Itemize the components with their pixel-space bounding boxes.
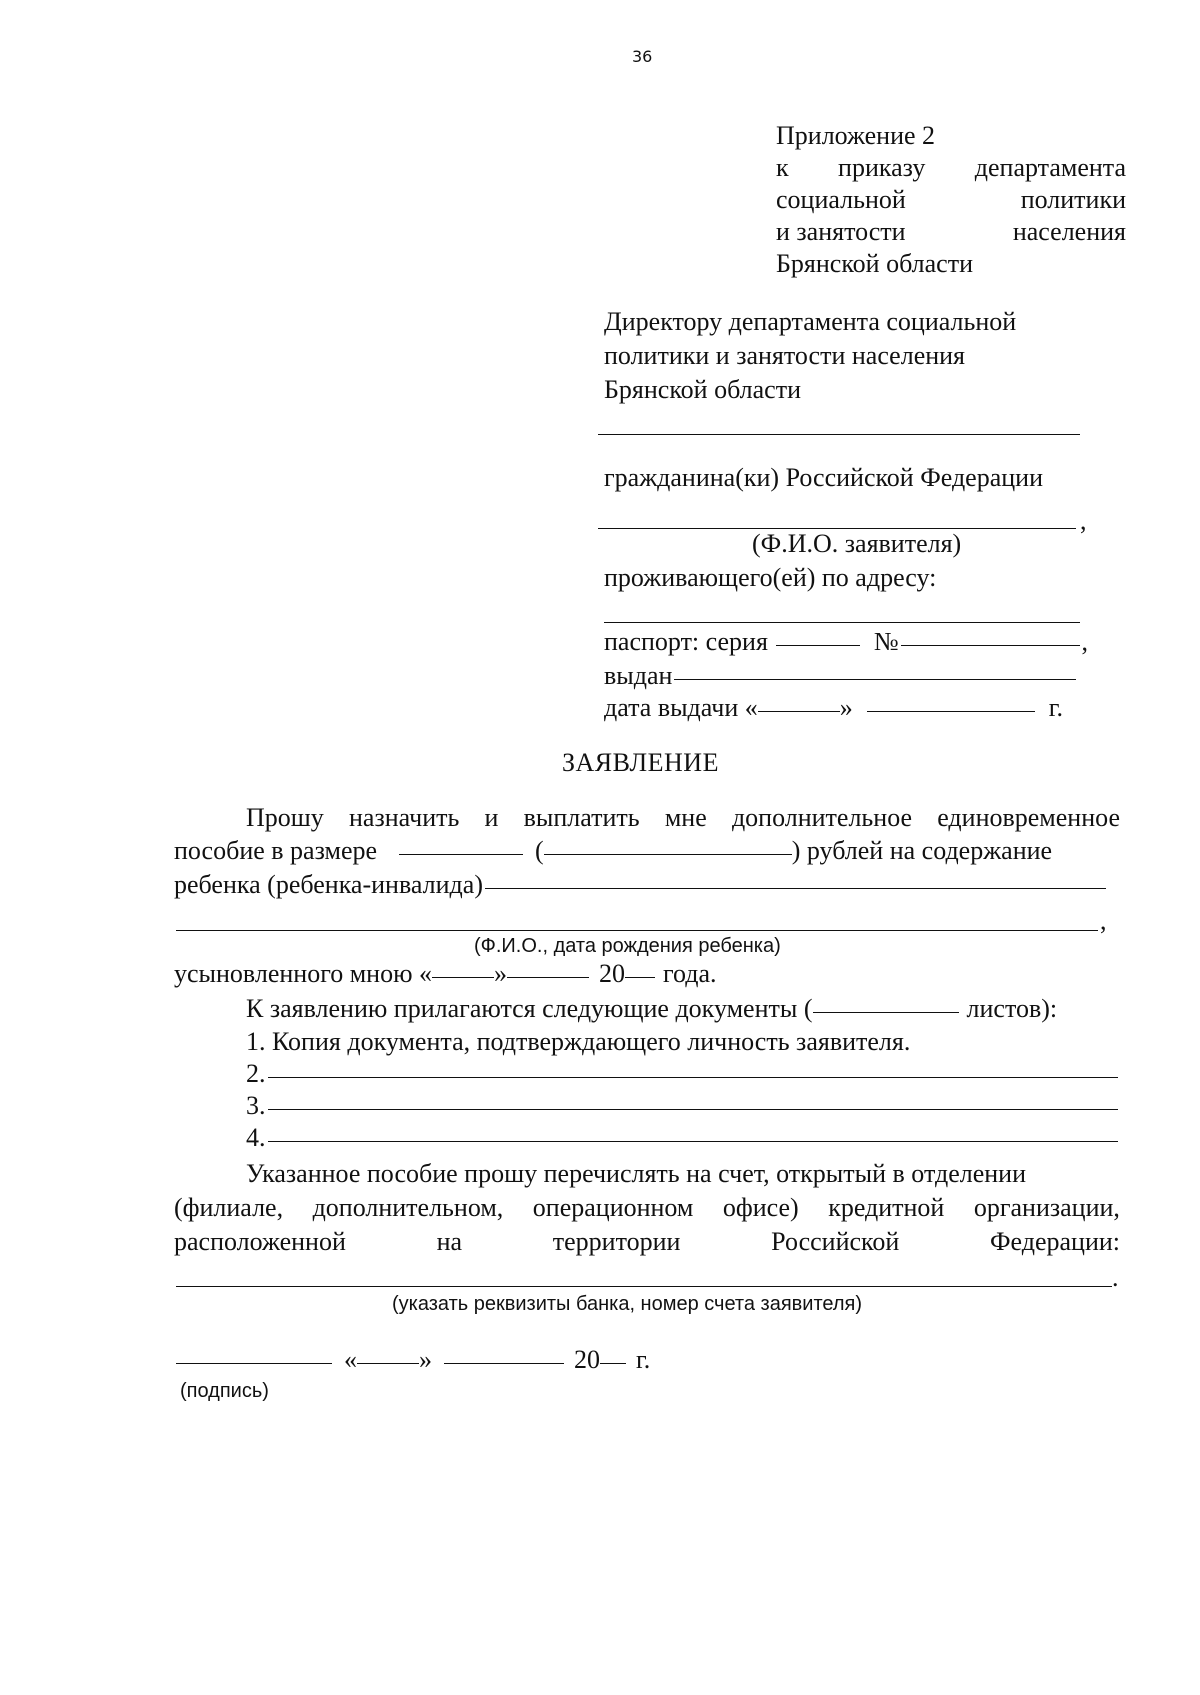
appendix-word: населения: [1012, 217, 1126, 246]
allowance-amount-words-line: [544, 854, 792, 855]
body-word: Прошу: [246, 803, 324, 832]
body-word: (филиале,: [174, 1193, 284, 1222]
body-word: выплатить: [523, 803, 640, 832]
residing-label: проживающего(ей) по адресу:: [604, 563, 937, 592]
body-word: назначить: [348, 803, 460, 832]
child-name-line-2: [176, 930, 1098, 931]
allowance-amount-line: [399, 854, 523, 855]
signature-line: [176, 1363, 332, 1364]
adoption-row: [174, 958, 717, 990]
appendix-word: департамента: [974, 153, 1126, 182]
addressee-line-2: политики и занятости населения: [604, 341, 966, 370]
attachment-item-number: 3.: [246, 1091, 266, 1120]
signature-caption: (подпись): [180, 1380, 269, 1402]
open-paren: (: [535, 836, 544, 865]
passport-label: паспорт: серия: [604, 627, 768, 656]
attachments-label: К заявлению прилагаются следующие документы (: [246, 994, 813, 1023]
body-p2-line-3: [174, 1226, 1120, 1258]
allowance-purpose: ) рублей на содержание: [791, 836, 1053, 865]
body-word: дополнительное: [731, 803, 913, 832]
appendix-line-3: [776, 184, 1126, 216]
attachment-item-2: [246, 1058, 1120, 1090]
bank-details-period: .: [1112, 1263, 1119, 1292]
appendix-word: приказу: [838, 153, 926, 182]
body-p1-line-2: [174, 835, 1120, 867]
issue-date-label: дата выдачи «: [604, 693, 758, 722]
body-word: Российской: [771, 1227, 900, 1256]
child-caption: (Ф.И.О., дата рождения ребенка): [474, 935, 781, 957]
director-name-line: [598, 434, 1080, 435]
body-p2-line-2: [174, 1192, 1120, 1224]
issue-date-row: [604, 692, 1092, 724]
child-comma: ,: [1100, 906, 1107, 935]
body-word: и: [484, 803, 499, 832]
appendix-word: политики: [1020, 185, 1126, 214]
body-word: территории: [552, 1227, 681, 1256]
citizen-label: гражданина(ки) Российской Федерации: [604, 463, 1044, 492]
bank-details-caption: (указать реквизиты банка, номер счета заявителя): [392, 1293, 863, 1315]
appendix-line-4: [776, 216, 1126, 248]
signature-year-suffix: г.: [636, 1345, 651, 1374]
allowance-amount-label: пособие в размере: [174, 836, 378, 865]
body-word: Федерации:: [989, 1227, 1120, 1256]
applicant-name-caption: (Ф.И.О. заявителя): [752, 529, 962, 558]
adoption-century: 20: [599, 959, 626, 988]
body-word: кредитной: [828, 1193, 945, 1222]
appendix-line-5: Брянской области: [776, 249, 973, 278]
statement-title: ЗАЯВЛЕНИЕ: [562, 748, 719, 777]
addressee-line-1: Директору департамента социальной: [604, 307, 1017, 336]
attachment-item-2-line: [268, 1077, 1119, 1078]
adoption-year-line: [625, 977, 655, 978]
child-label: ребенка (ребенка-инвалида): [174, 870, 483, 899]
appendix-word: к: [776, 153, 789, 182]
appendix-word: социальной: [776, 185, 906, 214]
attachments-row: [246, 993, 1057, 1025]
signature-close-quote: »: [419, 1345, 432, 1374]
passport-row: [604, 626, 1088, 658]
signature-century: 20: [574, 1345, 600, 1374]
issue-year-suffix: г.: [1048, 693, 1064, 722]
attachment-item-number: 4.: [246, 1123, 266, 1152]
attachments-count-line: [813, 1012, 959, 1013]
attachment-item-number: 2.: [246, 1059, 266, 1088]
body-p1-line-1: [246, 802, 1120, 834]
issued-line: [674, 679, 1076, 680]
passport-series-line: [776, 645, 860, 646]
issue-date-close: »: [839, 693, 853, 722]
body-word: единовременное: [937, 803, 1120, 832]
attachment-item-3-line: [268, 1109, 1119, 1110]
body-word: офисе): [722, 1193, 799, 1222]
address-line: [604, 622, 1080, 623]
issued-label: выдан: [604, 661, 673, 690]
body-p2-line-1: Указанное пособие прошу перечислять на счет, открытый в отделении: [246, 1159, 1026, 1188]
body-word: на: [436, 1227, 463, 1256]
body-word: организации,: [973, 1193, 1120, 1222]
issued-row: [604, 660, 1078, 692]
addressee-line-3: Брянской области: [604, 375, 801, 404]
appendix-title: Приложение 2: [776, 121, 936, 150]
passport-number-label: №: [873, 627, 899, 656]
signature-open-quote: «: [344, 1345, 357, 1374]
attachment-item-4: [246, 1122, 1120, 1154]
adoption-day-line: [432, 977, 494, 978]
child-name-line-1: [485, 888, 1106, 889]
body-p1-line-3: [174, 869, 1108, 901]
adoption-month-line: [507, 977, 589, 978]
body-word: мне: [664, 803, 707, 832]
attachment-item-4-line: [268, 1141, 1119, 1142]
signature-row: [176, 1344, 650, 1376]
appendix-word: и занятости: [776, 217, 906, 246]
adoption-label: усыновленного мною «: [174, 959, 433, 988]
passport-comma: ,: [1081, 627, 1088, 656]
applicant-comma: ,: [1080, 506, 1087, 535]
issue-month-year-line: [867, 711, 1035, 712]
attachments-sheets-label: листов):: [966, 994, 1058, 1023]
body-word: операционном: [532, 1193, 694, 1222]
attachment-item-3: [246, 1090, 1120, 1122]
signature-month-line: [444, 1363, 564, 1364]
signature-year-line: [600, 1363, 626, 1364]
adoption-close-quote: »: [494, 959, 508, 988]
appendix-line-2: [776, 152, 1126, 184]
attachment-item-1: 1. Копия документа, подтверждающего личность заявителя.: [246, 1027, 911, 1056]
issue-day-line: [758, 711, 840, 712]
passport-number-line: [901, 645, 1080, 646]
body-word: дополнительном,: [312, 1193, 504, 1222]
bank-details-line: [176, 1286, 1112, 1287]
adoption-year-suffix: года.: [663, 959, 717, 988]
page-number: 36: [632, 47, 653, 66]
signature-day-line: [357, 1363, 419, 1364]
body-word: расположенной: [174, 1227, 346, 1256]
